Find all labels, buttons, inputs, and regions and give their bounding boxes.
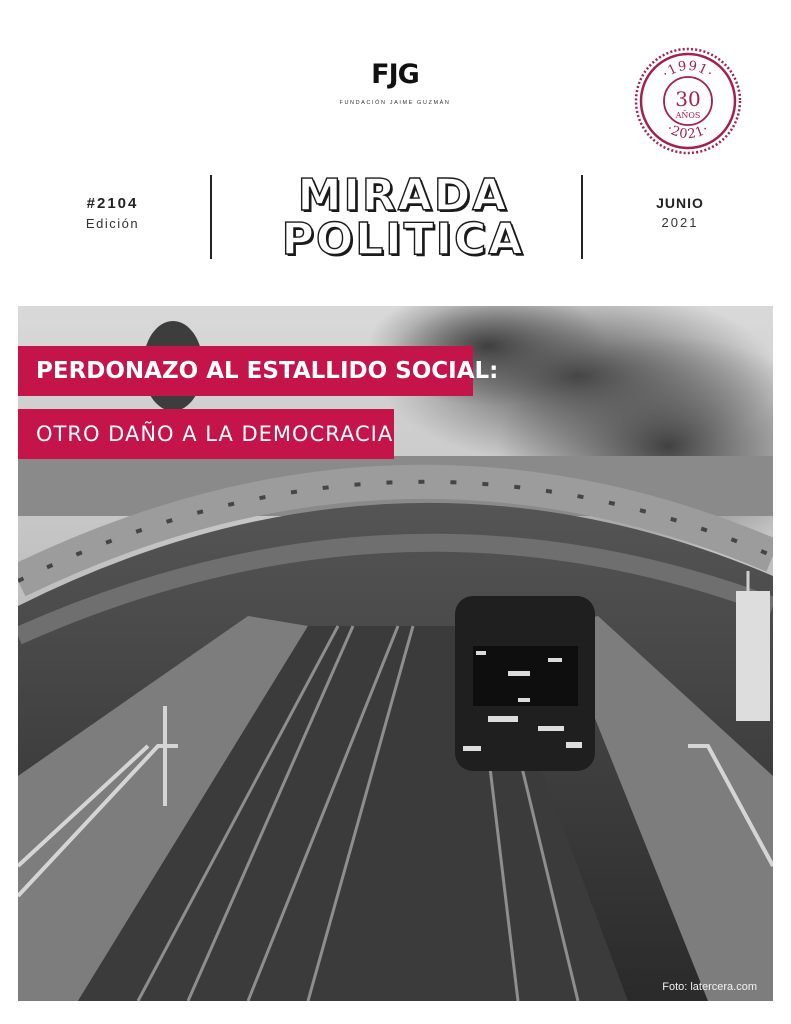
- seal-year-start: ·1991·: [659, 58, 717, 82]
- svg-text:·1991·: [660, 59, 717, 82]
- anniversary-seal: [633, 46, 743, 156]
- edition-block: [60, 195, 165, 231]
- cover-photo: [18, 306, 773, 1001]
- title-line-1: MIRADA: [297, 170, 509, 221]
- edition-label: Edición: [85, 216, 140, 231]
- edition-number: #2104: [86, 195, 139, 212]
- logo-mark: FJG: [371, 59, 419, 90]
- title-line-2: POLITICA: [281, 214, 525, 265]
- seal-year-end: ·2021·: [663, 121, 713, 143]
- logo-subtitle: FUNDACIÓN JAIME GUZMÁN: [339, 100, 451, 106]
- seal-unit: AÑOS: [675, 111, 701, 120]
- divider-left: [210, 175, 212, 259]
- issue-year: 2021: [661, 215, 699, 230]
- photo-credit: Foto: latercera.com: [662, 981, 757, 993]
- seal-number: 30: [675, 87, 701, 111]
- headline-banner-1: PERDONAZO AL ESTALLIDO SOCIAL:: [18, 346, 473, 396]
- fjg-logo: [320, 60, 470, 106]
- issue-month: JUNIO: [656, 195, 704, 211]
- headline-banner-2: OTRO DAÑO A LA DEMOCRACIA: [18, 409, 394, 459]
- issue-date: [630, 195, 730, 230]
- magazine-title: [243, 170, 563, 270]
- divider-right: [581, 175, 583, 259]
